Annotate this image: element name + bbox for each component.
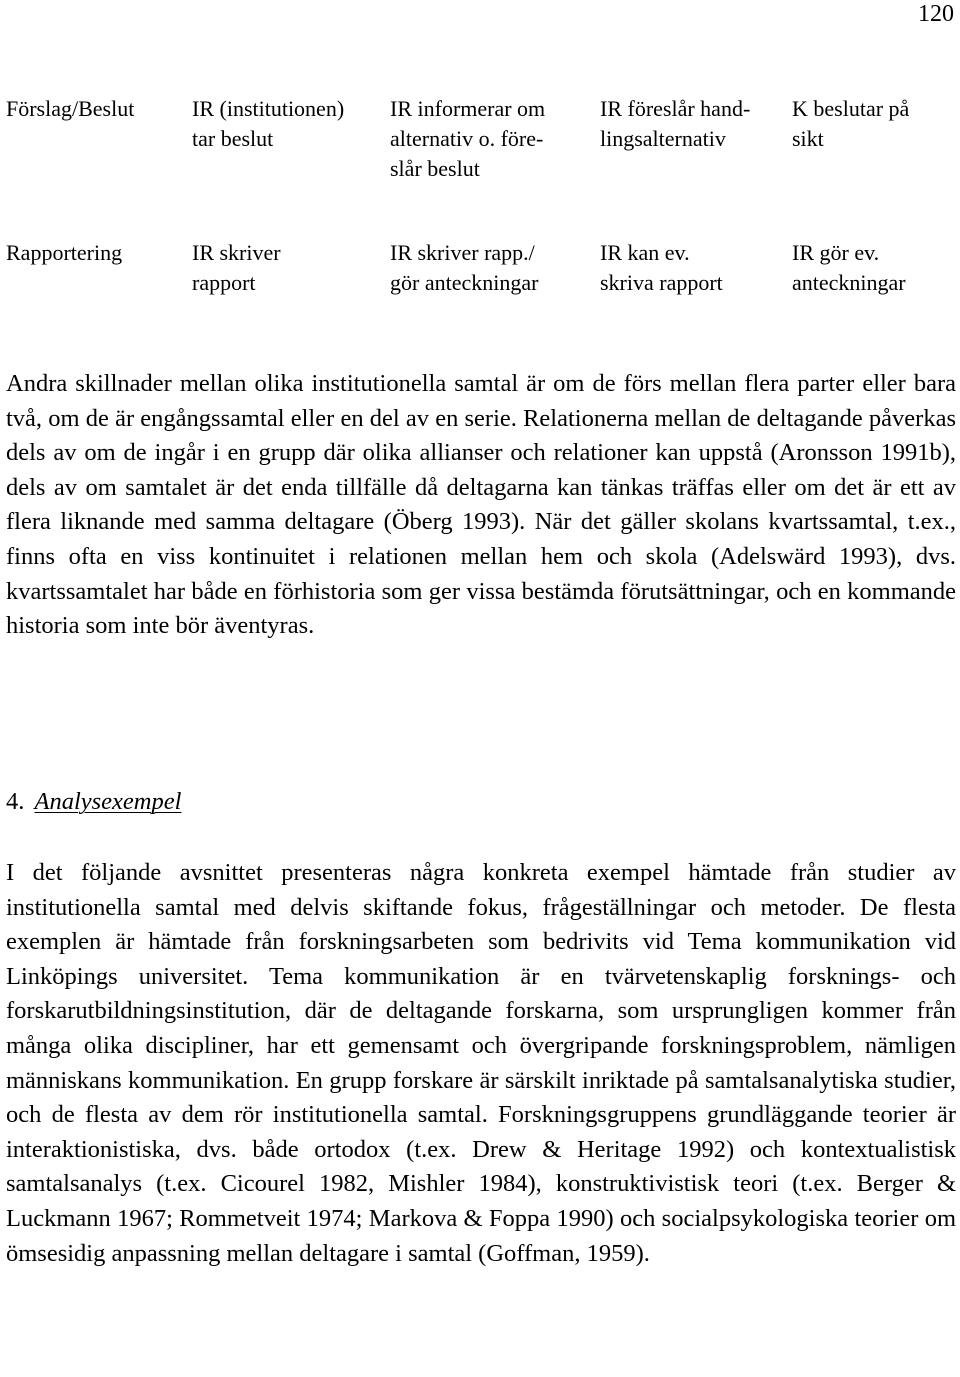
table-cell: IR skriver rapport: [192, 240, 281, 295]
row-label-forslag-beslut: Förslag/Beslut: [6, 96, 135, 121]
row-label-rapportering: Rapportering: [6, 240, 123, 265]
page-number: 120: [918, 1, 954, 27]
table-cell: IR föreslår hand- lingsalternativ: [600, 96, 751, 151]
section-title: Analysexempel: [34, 788, 182, 815]
table-cell: IR kan ev. skriva rapport: [600, 240, 723, 295]
table-cell: IR gör ev. anteckningar: [792, 240, 906, 295]
section-number: 4.: [6, 788, 25, 815]
table-cell: IR informerar om alternativ o. före- slår beslut: [390, 96, 546, 181]
body-paragraph: Andra skillnader mellan olika institutionella samtal är om de förs mellan flera parter eller bara två, om de är engångssamtal eller en del av en serie. Relationerna mellan de deltagande påverkas dels av om de ingår i en grupp där olika allianser och relationer kan uppstå (Aronsson 1991b), dels av om samtalet är det enda tillfälle då deltagarna kan tänkas träffas eller om det är ett av flera liknande med samma deltagare (Öberg 1993). När det gäller skolans kvartssamtal, t.ex., finns ofta en viss kontinuitet i relationen mellan hem och skola (Adelswärd 1993), dvs. kvartssamtalet har både en förhistoria som ger vissa bestämda förutsättningar, och en kommande historia som inte bör äventyras.: [6, 370, 956, 640]
table-cell: K beslutar på sikt: [792, 96, 910, 151]
body-paragraph: I det följande avsnittet presenteras några konkreta exempel hämtade från studier av institutionella samtal med delvis skiftande fokus, frågeställningar och metoder. De flesta exemplen är hämtade från forskningsarbeten som bedrivits vid Tema kommunikation vid Linköpings universitet. Tema kommunikation är en tvärvetenskaplig forsknings- och forskarutbildningsinstitution, där de deltagande forskarna, som ursprungligen kommer från många olika discipliner, har ett gemensamt och övergripande forskningsproblem, nämligen människans kommunikation. En grupp forskare är särskilt inriktade på samtalsanalytiska studier, och de flesta av dem rör institutionella samtal. Forskningsgruppens grundläggande teorier är interaktionistiska, dvs. både ortodox (t.ex. Drew & Heritage 1992) och kontextualistisk samtalsanalys (t.ex. Cicourel 1982, Mishler 1984), konstruktivistisk teori (t.ex. Berger & Luckmann 1967; Rommetveit 1974; Markova & Foppa 1990) och socialpsykologiska teorier om ömsesidig anpassning mellan deltagare i samtal (Goffman, 1959).: [6, 859, 956, 1267]
table-cell: IR (institutionen) tar beslut: [192, 96, 345, 151]
section-heading: [6, 785, 181, 819]
table-cell: IR skriver rapp./ gör anteckningar: [390, 240, 539, 295]
